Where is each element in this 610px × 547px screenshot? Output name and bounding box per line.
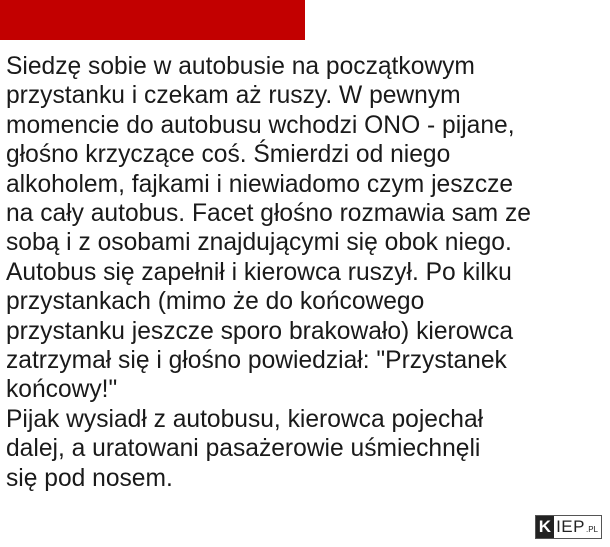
story-line: Autobus się zapełnił i kierowca ruszył. Po kilku bbox=[6, 258, 512, 286]
watermark-suffix: .PL bbox=[585, 525, 598, 534]
header-banner bbox=[0, 0, 305, 40]
story-line: przystanku i czekam aż ruszy. W pewnym bbox=[6, 82, 461, 110]
story-line: przystanku jeszcze sporo brakowało) kierowca bbox=[6, 317, 514, 345]
watermark-k: K bbox=[536, 516, 554, 538]
kiep-watermark-logo bbox=[535, 515, 602, 539]
story-line: Pijak wysiadł z autobusu, kierowca pojechał bbox=[6, 405, 484, 433]
story-line: końcowy!" bbox=[6, 376, 118, 404]
story-line: się pod nosem. bbox=[6, 464, 173, 492]
story-line: alkoholem, fajkami i niewiadomo czym jeszcze bbox=[6, 170, 514, 198]
story-line: zatrzymał się i głośno powiedział: "Przystanek bbox=[6, 347, 507, 375]
story-line: momencie do autobusu wchodzi ONO - pijane, bbox=[6, 111, 515, 139]
story-text bbox=[6, 52, 610, 493]
story-line: Siedzę sobie w autobusie na początkowym bbox=[6, 53, 475, 80]
watermark-name: IEP bbox=[556, 517, 585, 536]
story-line: dalej, a uratowani pasażerowie uśmiechnęli bbox=[6, 435, 481, 463]
story-line: na cały autobus. Facet głośno rozmawia sam ze bbox=[6, 200, 531, 228]
story-line: sobą i z osobami znajdującymi się obok niego. bbox=[6, 229, 512, 257]
story-line: przystankach (mimo że do końcowego bbox=[6, 288, 425, 316]
story-line: głośno krzyczące coś. Śmierdzi od niego bbox=[6, 141, 451, 169]
